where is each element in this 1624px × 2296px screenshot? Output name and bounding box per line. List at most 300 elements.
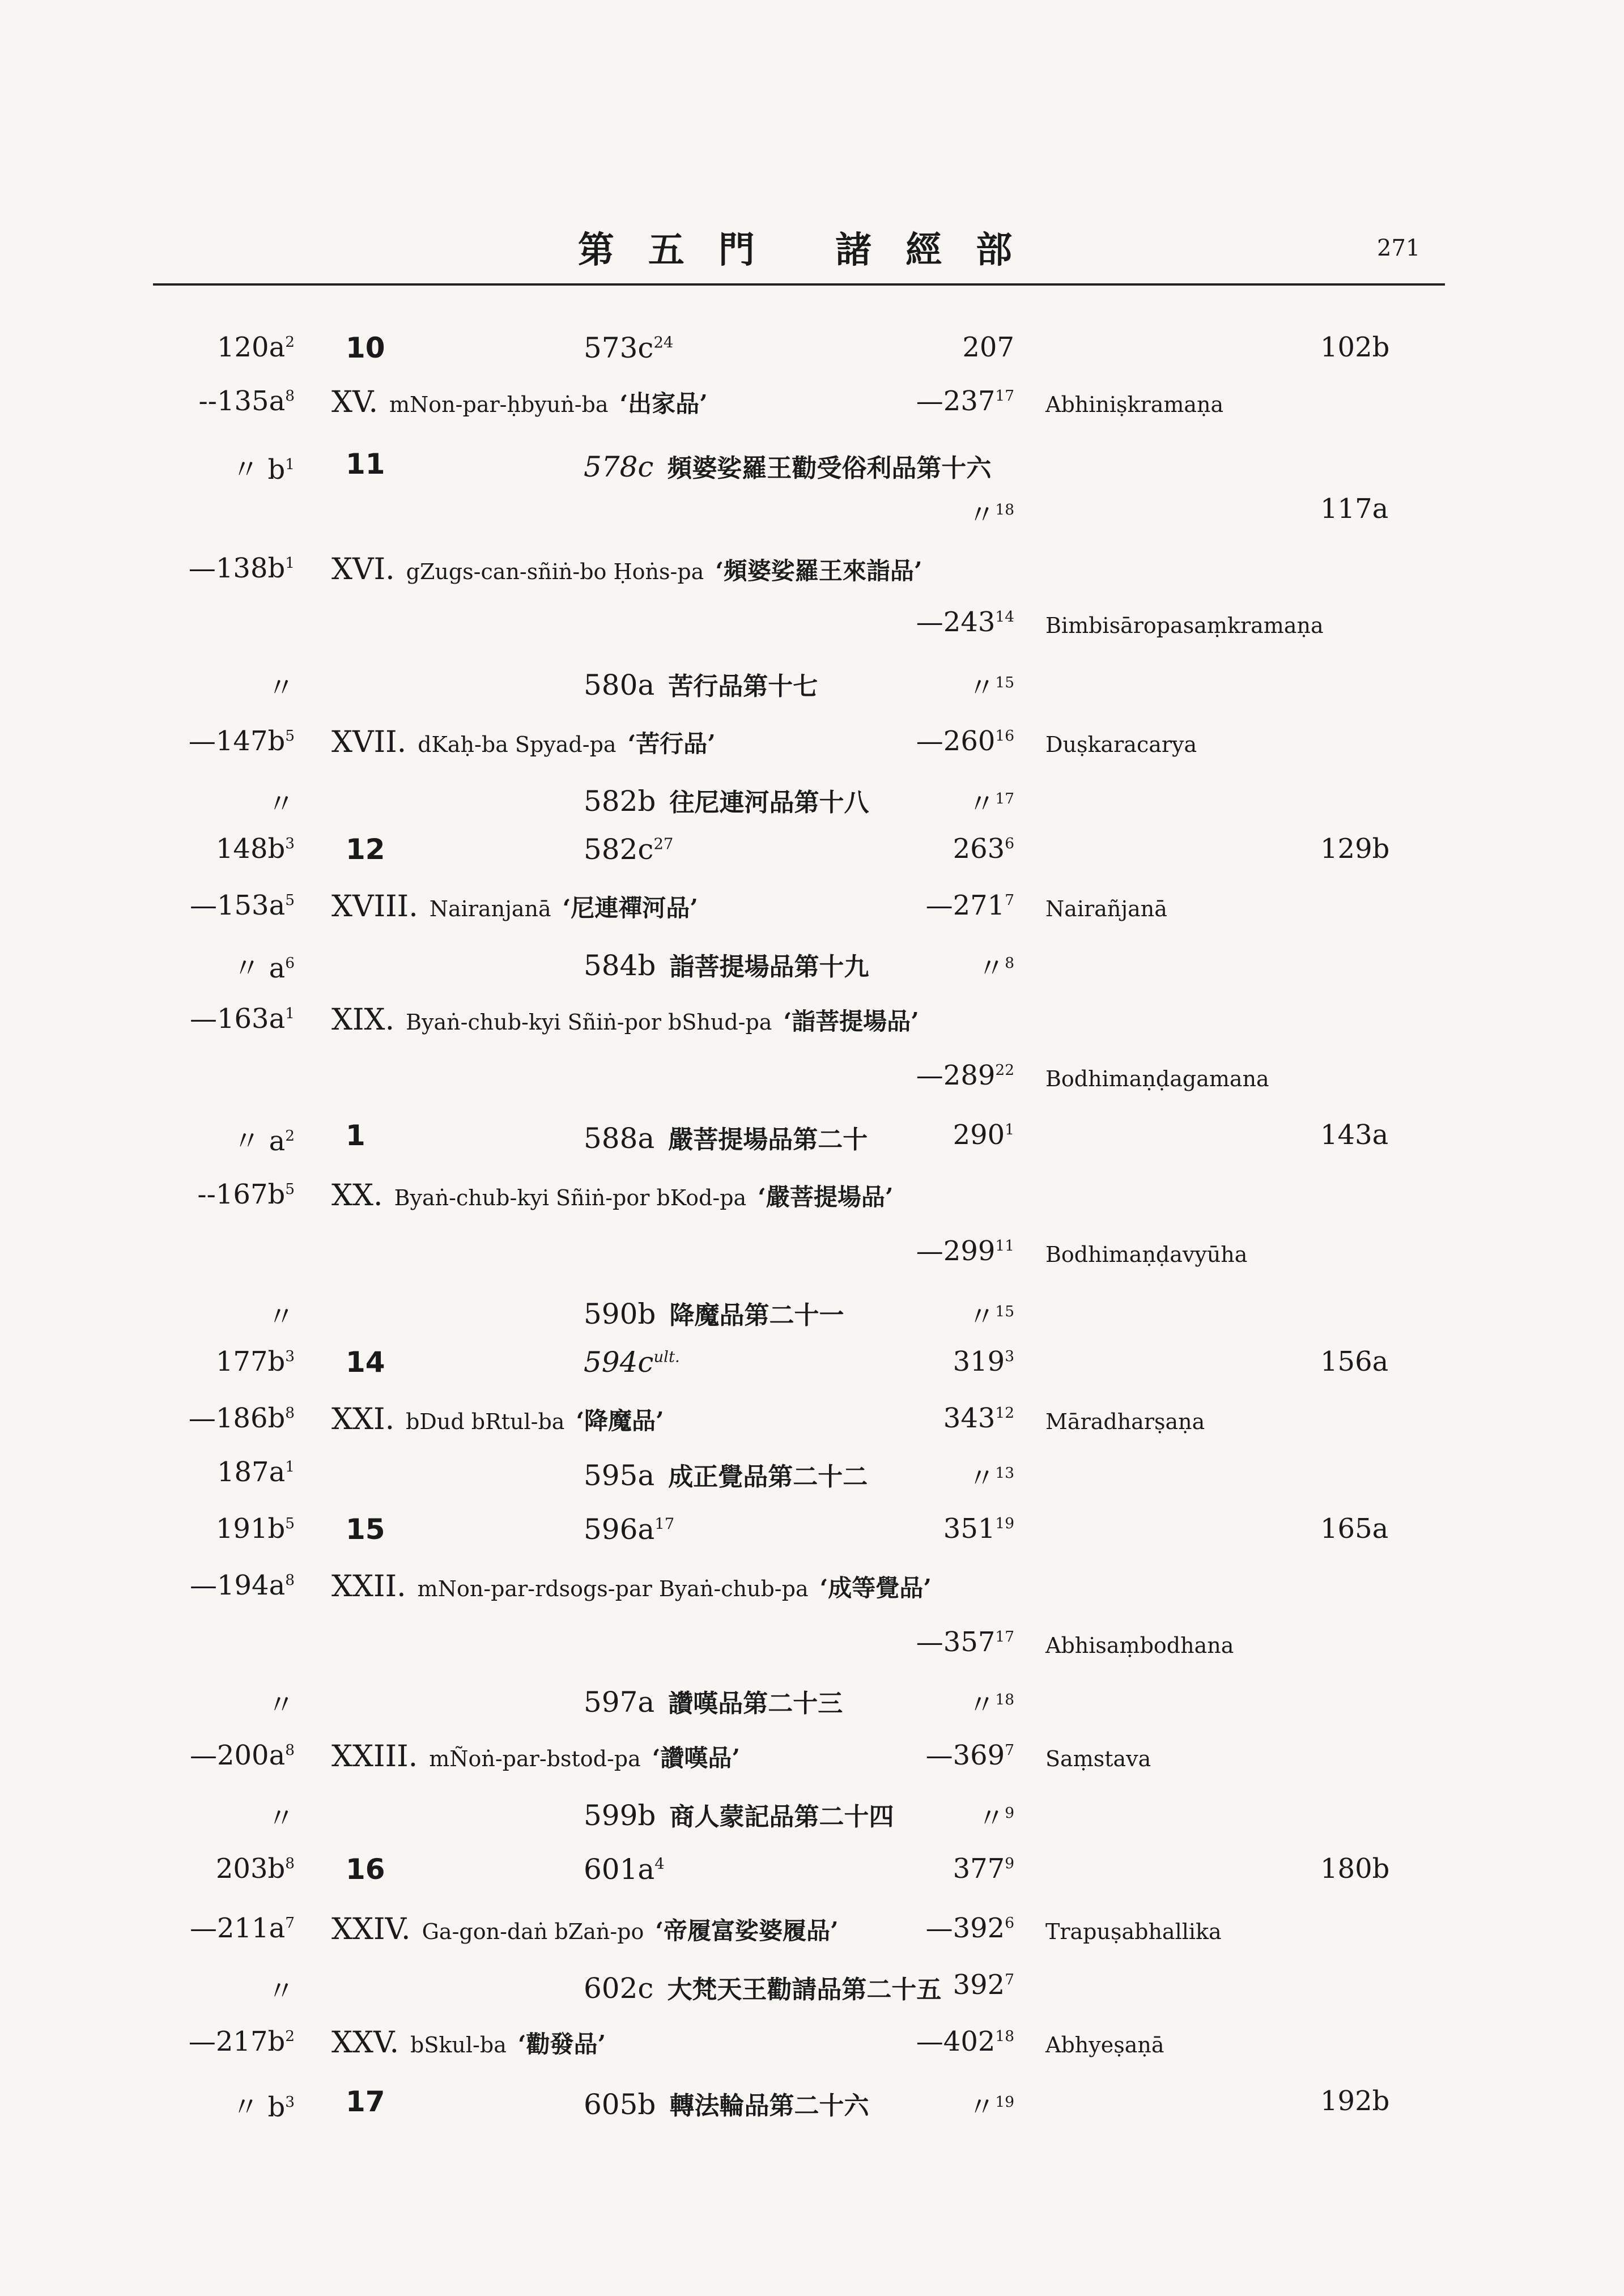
ref-cell-superscript: 5 — [285, 1515, 295, 1532]
tibetan-title-text: Byaṅ-chub-kyi Sñiṅ-por bShud-pa — [406, 1010, 772, 1035]
ref-cell-text: 191b — [215, 1513, 286, 1545]
ref-cell-superscript: 8 — [285, 1855, 295, 1872]
table-row — [0, 1235, 1624, 1281]
ref-cell — [170, 552, 295, 584]
page-line-ref-superscript: 17 — [995, 790, 1014, 807]
page-line-ref-superscript: 18 — [995, 2027, 1014, 2045]
chapter-roman — [331, 890, 418, 924]
page-line-ref-superscript: 16 — [995, 727, 1014, 745]
ref-cell-text: —194a — [189, 1570, 286, 1601]
ref-cell — [170, 1119, 295, 1158]
sanskrit-title — [1045, 1633, 1234, 1658]
volume-number-text: 12 — [346, 833, 385, 866]
chapter-heading — [331, 1912, 839, 1946]
chinese-chapter-title — [620, 390, 708, 418]
taisho-position — [584, 1346, 680, 1379]
chinese-chapter-title-text: ‘勸發品’ — [517, 2030, 606, 2058]
ref-cell-text: 〃 a — [233, 953, 286, 984]
ref-cell-text: —217b — [188, 2026, 286, 2057]
table-row — [0, 331, 1624, 377]
taisho-position — [584, 450, 653, 483]
ref-cell — [170, 1796, 295, 1835]
ref-cell-superscript: 8 — [285, 1741, 295, 1759]
ref-cell-superscript: 5 — [285, 727, 295, 745]
sanskrit-title-text: Saṃstava — [1045, 1746, 1151, 1771]
edition-page-text: 102b — [1320, 331, 1390, 363]
chapter-roman — [331, 552, 395, 586]
taisho-position-text: 596a — [584, 1513, 655, 1546]
page-line-ref-superscript: 7 — [1005, 1971, 1014, 1988]
chapter-roman-text: XXIII. — [331, 1740, 418, 1774]
tibetan-title — [418, 1576, 809, 1601]
taisho-reference — [584, 666, 818, 702]
page-line-ref-text: —260 — [916, 725, 996, 757]
chinese-chapter-title — [652, 1744, 740, 1772]
tibetan-title-text: Byaṅ-chub-kyi Sñiṅ-por bKod-pa — [394, 1185, 747, 1210]
sanskrit-title-text: Duṣkaracarya — [1045, 732, 1197, 757]
page-line-ref-superscript: 8 — [1005, 954, 1014, 972]
edition-page-text: 129b — [1320, 833, 1390, 865]
page-line-ref-superscript: 7 — [1005, 1741, 1014, 1759]
ref-cell-text: 〃 b — [232, 454, 286, 486]
taisho-position-superscript: ult. — [653, 1347, 680, 1366]
edition-page-text: 165a — [1320, 1513, 1389, 1545]
page-line-ref-superscript: 12 — [995, 1404, 1014, 1422]
chinese-chapter-title-text: ‘尼連禪河品’ — [562, 894, 698, 922]
taisho-reference — [584, 1683, 843, 1719]
chapter-roman-text: XXI. — [331, 1402, 395, 1436]
ref-cell-text: 〃 — [267, 788, 295, 820]
sanskrit-title — [1045, 613, 1324, 638]
chapter-heading — [331, 1179, 893, 1213]
page-line-ref — [912, 1740, 1014, 1771]
page-line-ref-text: 〃 — [977, 953, 1005, 984]
page-line-ref — [912, 946, 1014, 985]
page-line-ref-text: 〃 — [968, 1301, 996, 1333]
page-line-ref-superscript: 22 — [995, 1061, 1014, 1079]
table-row — [0, 1402, 1624, 1448]
chapter-roman — [331, 1570, 406, 1604]
page-line-ref — [912, 2085, 1014, 2124]
page-line-ref-superscript: 7 — [1005, 891, 1014, 909]
table-row — [0, 606, 1624, 652]
chinese-chapter-name — [669, 1802, 894, 1831]
ref-cell — [170, 1740, 295, 1771]
chinese-chapter-name — [668, 1125, 868, 1154]
taisho-position-text: 595a — [584, 1459, 655, 1492]
ref-cell-superscript: 3 — [285, 835, 295, 852]
sanskrit-title-text: Bimbisāropasaṃkramaṇa — [1045, 613, 1324, 638]
chinese-chapter-title-text: ‘帝履富娑婆履品’ — [655, 1917, 839, 1945]
page-line-ref-text: 351 — [943, 1513, 996, 1545]
chapter-roman-text: XV. — [331, 385, 379, 419]
chapter-heading — [331, 1570, 932, 1604]
volume-number — [346, 833, 385, 866]
page-line-ref-text: 207 — [962, 331, 1014, 363]
ref-cell-text: —211a — [189, 1912, 286, 1944]
chapter-roman-text: XXIV. — [331, 1912, 411, 1946]
tibetan-title — [394, 1185, 747, 1210]
chinese-chapter-title-text: ‘嚴菩提場品’ — [758, 1183, 894, 1211]
table-row — [0, 946, 1624, 992]
page-line-ref-superscript: 11 — [995, 1237, 1014, 1255]
ref-cell — [170, 1683, 295, 1722]
chapter-heading — [331, 725, 716, 759]
tibetan-title — [410, 2033, 507, 2057]
tibetan-title — [430, 896, 551, 921]
table-row — [0, 1513, 1624, 1558]
volume-number — [346, 2085, 385, 2118]
chapter-roman-text: XVII. — [331, 725, 407, 759]
ref-cell-text: 148b — [215, 833, 286, 865]
taisho-position-text: 601a — [584, 1853, 655, 1886]
ref-cell-text: 203b — [215, 1853, 286, 1885]
table-row — [0, 833, 1624, 878]
table-row — [0, 1346, 1624, 1391]
page-line-ref-superscript: 19 — [995, 1515, 1014, 1532]
ref-cell — [170, 1912, 295, 1944]
taisho-position-text: 599b — [584, 1799, 656, 1832]
ref-cell — [170, 1402, 295, 1434]
sanskrit-title — [1045, 1066, 1269, 1091]
volume-number — [346, 331, 385, 364]
ref-cell-superscript: 3 — [285, 1347, 295, 1365]
ref-cell-superscript: 8 — [285, 1404, 295, 1422]
chinese-chapter-name-text: 商人蒙記品第二十四 — [669, 1802, 894, 1831]
volume-number-text: 15 — [346, 1513, 385, 1546]
ref-cell-superscript: 2 — [285, 333, 295, 351]
edition-page — [1320, 1853, 1389, 1885]
page-line-ref-text: 〃 — [968, 788, 996, 820]
edition-page-text: 143a — [1320, 1119, 1389, 1151]
taisho-position-superscript: 4 — [654, 1855, 665, 1873]
volume-number-text: 10 — [346, 331, 385, 364]
chapter-roman — [331, 1912, 411, 1946]
tibetan-title — [418, 732, 616, 757]
sanskrit-title-text: Māradharṣaṇa — [1045, 1409, 1205, 1434]
page-line-ref — [912, 1683, 1014, 1722]
ref-cell — [170, 725, 295, 757]
page-line-ref — [912, 1626, 1014, 1658]
taisho-position — [584, 1853, 665, 1886]
taisho-reference — [584, 1853, 665, 1886]
ref-cell-text: 〃 — [267, 1802, 295, 1834]
page-line-ref-text: 343 — [943, 1402, 996, 1434]
taisho-reference — [584, 1295, 844, 1331]
tibetan-title-text: mÑoṅ-par-bstod-pa — [429, 1746, 641, 1771]
page-line-ref — [912, 782, 1014, 821]
taisho-position-text: 590b — [584, 1298, 656, 1330]
chinese-chapter-title-text: ‘出家品’ — [619, 390, 708, 418]
table-row — [0, 666, 1624, 711]
taisho-reference — [584, 833, 673, 866]
volume-number-text: 11 — [346, 448, 385, 481]
volume-number-text: 17 — [346, 2085, 385, 2118]
chapter-roman-text: XXII. — [331, 1570, 406, 1604]
page-line-ref-text: —369 — [925, 1740, 1005, 1771]
page-line-ref-text: —299 — [916, 1235, 996, 1267]
taisho-position-text: 594c — [584, 1346, 654, 1379]
ref-cell — [170, 890, 295, 921]
ref-cell — [170, 782, 295, 821]
page-line-ref-superscript: 17 — [995, 387, 1014, 405]
sanskrit-title — [1045, 1919, 1222, 1944]
chinese-chapter-name-text: 降魔品第二十一 — [669, 1301, 844, 1330]
page-line-ref — [912, 833, 1014, 865]
page-line-ref — [912, 385, 1014, 417]
page-line-ref-superscript: 3 — [1005, 1347, 1014, 1365]
taisho-position — [584, 669, 654, 701]
ref-cell — [170, 448, 295, 487]
page-line-ref-text: 377 — [953, 1853, 1005, 1885]
chapter-roman-text: XVIII. — [331, 890, 418, 924]
page-line-ref-text: —392 — [925, 1912, 1005, 1944]
sanskrit-title-text: Abhyeṣaṇā — [1045, 2033, 1164, 2057]
sanskrit-title — [1045, 1409, 1205, 1434]
tibetan-title-text: bDud bRtul-ba — [406, 1409, 565, 1434]
taisho-position-text: 573c — [584, 331, 654, 364]
page-header-title: 第五門 諸經部 — [577, 229, 1047, 271]
chinese-chapter-title-text: ‘成等覺品’ — [819, 1574, 932, 1602]
ref-cell-superscript: 2 — [285, 2027, 295, 2045]
page-line-ref-text: 〃 — [968, 1689, 996, 1721]
volume-number — [346, 1119, 365, 1152]
chinese-chapter-name — [669, 788, 869, 817]
chinese-chapter-name-text: 往尼連河品第十八 — [669, 788, 869, 817]
volume-number-text: 16 — [346, 1853, 385, 1886]
page-line-ref-text: —243 — [916, 606, 996, 638]
sanskrit-title — [1045, 392, 1223, 417]
chinese-chapter-title — [783, 1007, 919, 1035]
page-line-ref-text: 〃 — [968, 672, 996, 704]
edition-page — [1320, 1119, 1388, 1151]
taisho-position-text: 578c — [584, 450, 654, 483]
chinese-chapter-title — [715, 557, 922, 585]
page-line-ref-text: 〃 — [968, 499, 996, 531]
ref-cell — [170, 331, 295, 363]
taisho-reference — [584, 1969, 941, 2005]
tibetan-title — [389, 392, 609, 417]
chinese-chapter-title-text: ‘頻婆娑羅王來詣品’ — [715, 557, 922, 585]
sanskrit-title-text: Trapuṣabhallika — [1045, 1919, 1222, 1944]
ref-cell-text: 120a — [216, 331, 286, 363]
page-line-ref — [912, 1295, 1014, 1334]
page-line-ref — [912, 1912, 1014, 1944]
table-row — [0, 1740, 1624, 1785]
taisho-position — [584, 2088, 656, 2121]
tibetan-title-text: bSkul-ba — [410, 2033, 507, 2057]
taisho-position — [584, 785, 656, 818]
ref-cell — [170, 2026, 295, 2057]
chinese-chapter-title-text: ‘詣菩提場品’ — [783, 1007, 919, 1035]
chapter-roman-text: XVI. — [331, 552, 395, 586]
table-row — [0, 1456, 1624, 1502]
chinese-chapter-name-text: 頻婆娑羅王勸受俗利品第十六 — [667, 454, 992, 483]
ref-cell — [170, 946, 295, 985]
table-row — [0, 890, 1624, 935]
ref-cell-text: 〃 — [267, 1975, 295, 2007]
sanskrit-title-text: Bodhimaṇḍagamana — [1045, 1066, 1269, 1091]
page-line-ref-text: —271 — [925, 890, 1005, 921]
page-line-ref-superscript: 18 — [995, 1691, 1014, 1708]
ref-cell-superscript: 6 — [285, 954, 295, 972]
chinese-chapter-name-text: 轉法輪品第二十六 — [669, 2091, 869, 2120]
chapter-heading — [331, 552, 922, 586]
page-line-ref — [912, 1969, 1014, 2001]
chapter-heading — [331, 2026, 606, 2060]
page-line-ref-superscript: 13 — [995, 1464, 1014, 1482]
page-line-ref-text: 〃 — [977, 1802, 1005, 1834]
taisho-position-text: 602c — [584, 1972, 654, 2005]
taisho-reference — [584, 2085, 869, 2121]
edition-page — [1320, 493, 1388, 525]
taisho-position — [584, 331, 673, 364]
chapter-heading — [331, 1402, 664, 1436]
page-line-ref-text: 319 — [953, 1346, 1005, 1377]
ref-cell — [170, 833, 295, 865]
table-row — [0, 1570, 1624, 1615]
ref-cell-text: 187a — [216, 1456, 286, 1488]
page-line-ref — [912, 666, 1014, 705]
taisho-position-text: 582b — [584, 785, 656, 818]
page-line-ref-text: 〃 — [968, 1462, 996, 1494]
page-line-ref-text: —289 — [916, 1060, 996, 1091]
page-number: 271 — [1377, 235, 1421, 261]
page-line-ref — [912, 1119, 1014, 1151]
page-line-ref-superscript: 18 — [995, 501, 1014, 518]
tibetan-title — [422, 1919, 644, 1944]
ref-cell-text: —186b — [188, 1402, 286, 1434]
edition-page-text: 156a — [1320, 1346, 1389, 1377]
chapter-roman-text: XXV. — [331, 2026, 399, 2060]
sanskrit-title — [1045, 1746, 1151, 1771]
ref-cell-superscript: 1 — [285, 1458, 295, 1476]
ref-cell-superscript: 7 — [285, 1914, 295, 1932]
table-row — [0, 725, 1624, 771]
chinese-chapter-title-text: ‘苦行品’ — [627, 730, 716, 758]
page-line-ref-text: 263 — [953, 833, 1005, 865]
page-line-ref — [912, 1456, 1014, 1495]
page-line-ref — [912, 2026, 1014, 2057]
page-line-ref-superscript: 14 — [995, 608, 1014, 626]
chinese-chapter-name — [668, 1689, 843, 1718]
edition-page-text: 117a — [1320, 493, 1389, 525]
page-line-ref — [912, 725, 1014, 757]
sanskrit-title — [1045, 2033, 1164, 2057]
ref-cell-text: --135a — [198, 385, 286, 417]
tibetan-title — [406, 1409, 564, 1434]
page-line-ref-superscript: 9 — [1005, 1855, 1014, 1872]
chapter-heading — [331, 385, 708, 419]
ref-cell-superscript: 8 — [285, 387, 295, 405]
ref-cell — [170, 2085, 295, 2124]
tibetan-title-text: Ga-gon-daṅ bZaṅ-po — [422, 1919, 644, 1944]
page-line-ref — [912, 1853, 1014, 1885]
ref-cell-superscript: 8 — [285, 1571, 295, 1589]
page-line-ref — [912, 1513, 1014, 1545]
ref-cell-text: —163a — [189, 1003, 286, 1035]
chinese-chapter-name — [667, 454, 991, 483]
taisho-position — [584, 949, 656, 982]
ref-cell-text: 177b — [215, 1346, 286, 1377]
sanskrit-title-text: Abhisaṃbodhana — [1045, 1633, 1234, 1658]
ref-cell-text: —138b — [188, 552, 286, 584]
page-line-ref — [912, 1796, 1014, 1835]
ref-cell — [170, 1853, 295, 1885]
table-row — [0, 782, 1624, 827]
ref-cell-text: —147b — [188, 725, 286, 757]
table-row — [0, 1003, 1624, 1048]
taisho-position-superscript: 17 — [654, 1515, 675, 1533]
sanskrit-title-text: Bodhimaṇḍavyūha — [1045, 1242, 1248, 1267]
chinese-chapter-title — [758, 1183, 893, 1211]
taisho-position-superscript: 24 — [653, 333, 674, 352]
taisho-position-text: 588a — [584, 1122, 655, 1155]
ref-cell-text: 〃 b — [232, 2091, 286, 2123]
ref-cell — [170, 1003, 295, 1035]
ref-cell-text: 〃 a — [233, 1125, 286, 1157]
chinese-chapter-title-text: ‘降魔品’ — [576, 1407, 664, 1435]
chinese-chapter-name-text: 苦行品第十七 — [668, 672, 818, 701]
edition-page — [1320, 1346, 1388, 1377]
chapter-roman — [331, 725, 406, 759]
taisho-position-text: 580a — [584, 669, 655, 701]
page-line-ref — [912, 1235, 1014, 1267]
chinese-chapter-name-text: 讚嘆品第二十三 — [668, 1689, 843, 1718]
tibetan-title-text: dKaḥ-ba Spyad-pa — [418, 732, 617, 757]
table-row — [0, 1853, 1624, 1898]
page-line-ref — [912, 493, 1014, 532]
ref-cell — [170, 1513, 295, 1545]
volume-number — [346, 1853, 385, 1886]
taisho-reference — [584, 946, 869, 983]
table-row — [0, 1912, 1624, 1958]
table-row — [0, 1179, 1624, 1224]
ref-cell-superscript: 3 — [285, 2093, 295, 2111]
taisho-position-superscript: 27 — [653, 835, 674, 853]
chinese-chapter-title — [820, 1574, 932, 1602]
ref-cell-superscript: 1 — [285, 1005, 295, 1022]
chinese-chapter-name — [669, 1301, 844, 1330]
chinese-chapter-name — [669, 953, 869, 981]
taisho-reference — [584, 1346, 680, 1379]
taisho-reference — [584, 331, 673, 364]
taisho-position-text: 584b — [584, 949, 656, 982]
taisho-position — [584, 833, 673, 866]
chinese-chapter-name — [668, 672, 818, 701]
sanskrit-title-text: Abhiniṣkramaṇa — [1045, 392, 1224, 417]
taisho-position — [584, 1513, 674, 1546]
page-line-ref — [912, 1346, 1014, 1377]
chinese-chapter-title — [563, 894, 698, 922]
chapter-roman — [331, 385, 378, 419]
ref-cell — [170, 1570, 295, 1601]
sanskrit-title — [1045, 732, 1197, 757]
page-line-ref-text: 290 — [953, 1119, 1005, 1151]
tibetan-title-text: mNon-par-ḥbyuṅ-ba — [389, 392, 609, 417]
chinese-chapter-title — [628, 730, 716, 758]
taisho-position-text: 582c — [584, 833, 654, 866]
tibetan-title-text: mNon-par-rdsogs-par Byaṅ-chub-pa — [417, 1576, 809, 1601]
chapter-roman-text: XX. — [331, 1179, 383, 1213]
page-line-ref-text: —237 — [916, 385, 996, 417]
table-row — [0, 1969, 1624, 2014]
edition-page — [1320, 2085, 1389, 2117]
tibetan-title-text: gZugs-can-sñiṅ-bo Ḥoṅs-pa — [406, 559, 704, 584]
table-row — [0, 448, 1624, 493]
taisho-position — [584, 1972, 653, 2005]
taisho-reference — [584, 1456, 868, 1493]
